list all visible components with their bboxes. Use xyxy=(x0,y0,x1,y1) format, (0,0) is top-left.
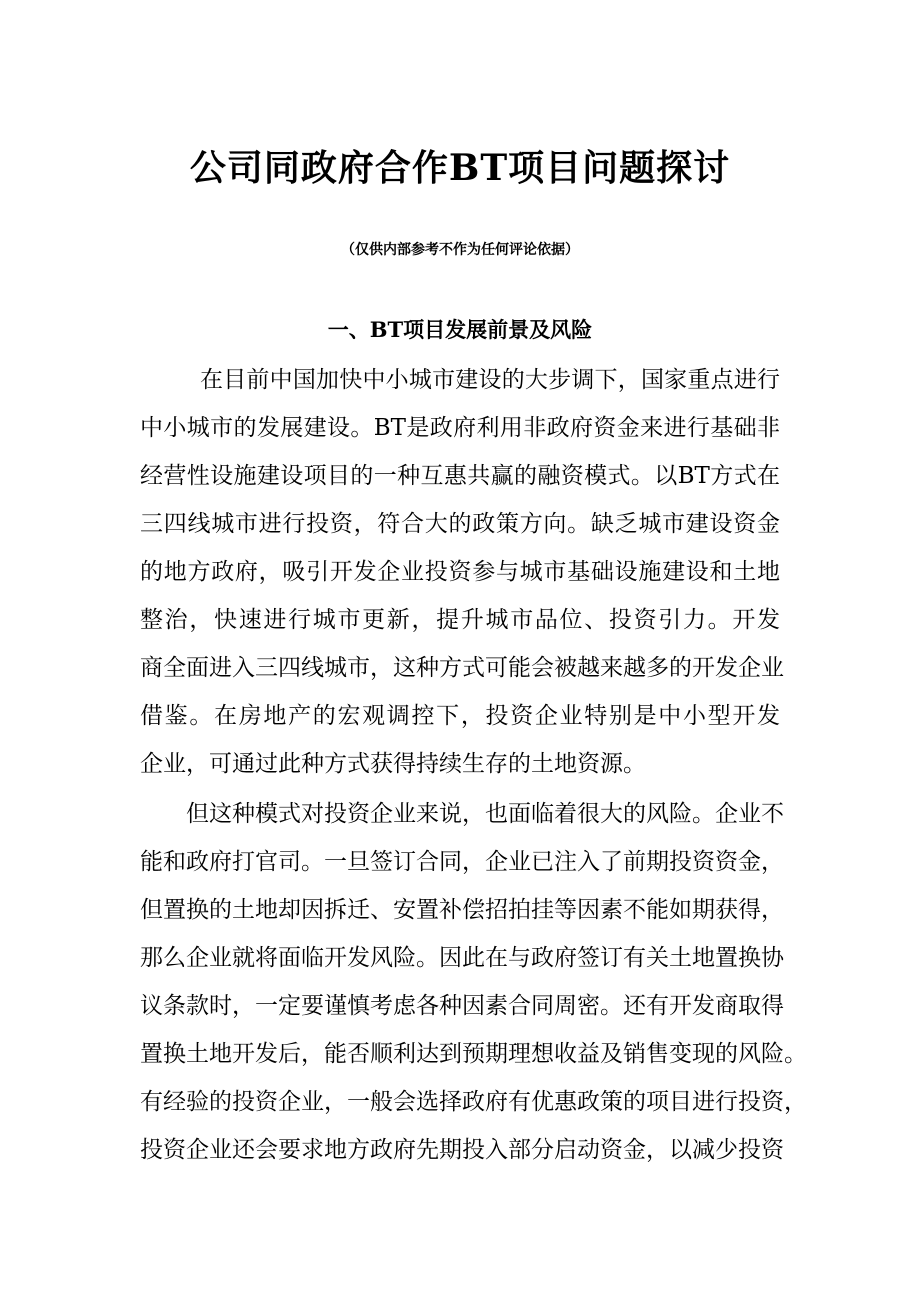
paragraph-1-line: 整治，快速进行城市更新，提升城市品位、投资引力。开发 xyxy=(140,607,780,633)
section-heading: 一、BT项目发展前景及风险 xyxy=(327,317,593,342)
paragraph-1-line: 商全面进入三四线城市，这种方式可能会被越来越多的开发企业 xyxy=(140,655,784,681)
paragraph-1-line: 的地方政府，吸引开发企业投资参与城市基础设施建设和土地 xyxy=(140,559,780,585)
paragraph-2-line: 置换土地开发后，能否顺利达到预期理想收益及销售变现的风险。 xyxy=(140,1041,807,1067)
paragraph-1-line: 在目前中国加快中小城市建设的大步调下，国家重点进行 xyxy=(200,367,780,393)
paragraph-1-line: 三四线城市进行投资，符合大的政策方向。缺乏城市建设资金 xyxy=(140,511,780,537)
document-subtitle: （仅供内部参考不作为任何评论依据） xyxy=(341,242,579,258)
paragraph-2-line: 但这种模式对投资企业来说，也面临着很大的风险。企业不 xyxy=(186,801,784,827)
paragraph-2-line: 那么企业就将面临开发风险。因此在与政府签订有关土地置换协 xyxy=(140,945,784,971)
paragraph-2-line: 议条款时，一定要谨慎考虑各种因素合同周密。还有开发商取得 xyxy=(140,993,784,1019)
paragraph-2-line: 有经验的投资企业，一般会选择政府有优惠政策的项目进行投资， xyxy=(140,1089,807,1115)
paragraph-1-line: 借鉴。在房地产的宏观调控下，投资企业特别是中小型开发 xyxy=(140,703,780,729)
paragraph-1-line: 企业，可通过此种方式获得持续生存的土地资源。 xyxy=(140,751,646,777)
paragraph-1-line: 经营性设施建设项目的一种互惠共赢的融资模式。以BT方式在 xyxy=(140,463,780,489)
paragraph-1-line: 中小城市的发展建设。BT是政府利用非政府资金来进行基础非 xyxy=(140,415,780,441)
document-title: 公司同政府合作BT项目问题探讨 xyxy=(189,147,731,189)
paragraph-2-line: 但置换的土地却因拆迁、安置补偿招拍挂等因素不能如期获得， xyxy=(140,897,784,923)
paragraph-2-line: 能和政府打官司。一旦签订合同，企业已注入了前期投资资金， xyxy=(140,849,784,875)
paragraph-2-line: 投资企业还会要求地方政府先期投入部分启动资金，以减少投资 xyxy=(140,1137,784,1163)
